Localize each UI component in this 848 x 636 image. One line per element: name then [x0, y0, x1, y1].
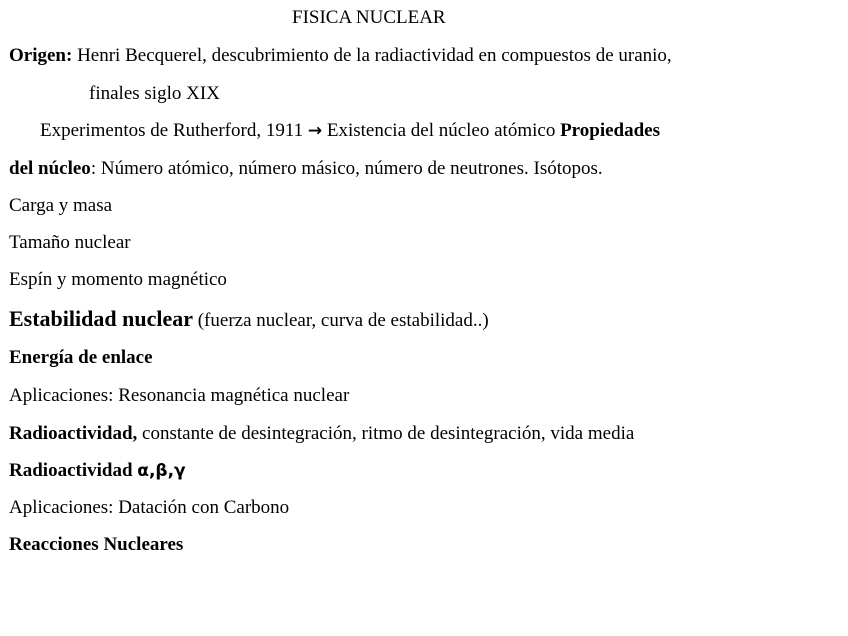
- energia-heading: Energía de enlace: [9, 347, 153, 368]
- radioactividad-line: [9, 422, 634, 446]
- aplicaciones-c-line: Aplicaciones: Datación con Carbono: [9, 497, 290, 518]
- radioactividad-text: constante de desintegración, ritmo de desintegración, vida media: [137, 423, 635, 444]
- propiedades-line: [9, 157, 603, 181]
- origen-label: Origen:: [9, 45, 73, 66]
- rutherford-line: [40, 119, 660, 143]
- propiedades-bold: del núcleo: [9, 158, 91, 179]
- propiedades-label: Propiedades: [560, 120, 661, 141]
- origen-line: [9, 44, 672, 68]
- greek-letters: α,β,γ: [137, 461, 186, 481]
- origen-continuation: finales siglo XIX: [89, 83, 220, 104]
- radio-tipos-line: [9, 459, 186, 483]
- radio-tipos-heading: Radioactividad: [9, 460, 138, 481]
- estabilidad-text: (fuerza nuclear, curva de estabilidad..): [192, 310, 489, 331]
- estabilidad-line: [9, 307, 489, 333]
- carga-line: Carga y masa: [9, 195, 113, 216]
- rutherford-text: Experimentos de Rutherford, 1911: [40, 120, 308, 141]
- reacciones-heading: Reacciones Nucleares: [9, 534, 184, 555]
- propiedades-text: : Número atómico, número másico, número de neutrones. Isótopos.: [90, 158, 603, 179]
- radioactividad-heading: Radioactividad,: [9, 423, 138, 444]
- rutherford-text2: Existencia del núcleo atómico: [322, 120, 561, 141]
- origen-text: Henri Becquerel, descubrimiento de la radiactividad en compuestos de uranio,: [72, 45, 672, 66]
- aplicaciones-rm-line: Aplicaciones: Resonancia magnética nuclear: [9, 385, 350, 406]
- tamano-line: Tamaño nuclear: [9, 232, 131, 253]
- right-arrow-icon: →: [307, 121, 323, 141]
- estabilidad-heading: Estabilidad nuclear: [9, 306, 193, 331]
- document-title: FISICA NUCLEAR: [292, 7, 446, 28]
- espin-line: Espín y momento magnético: [9, 269, 227, 290]
